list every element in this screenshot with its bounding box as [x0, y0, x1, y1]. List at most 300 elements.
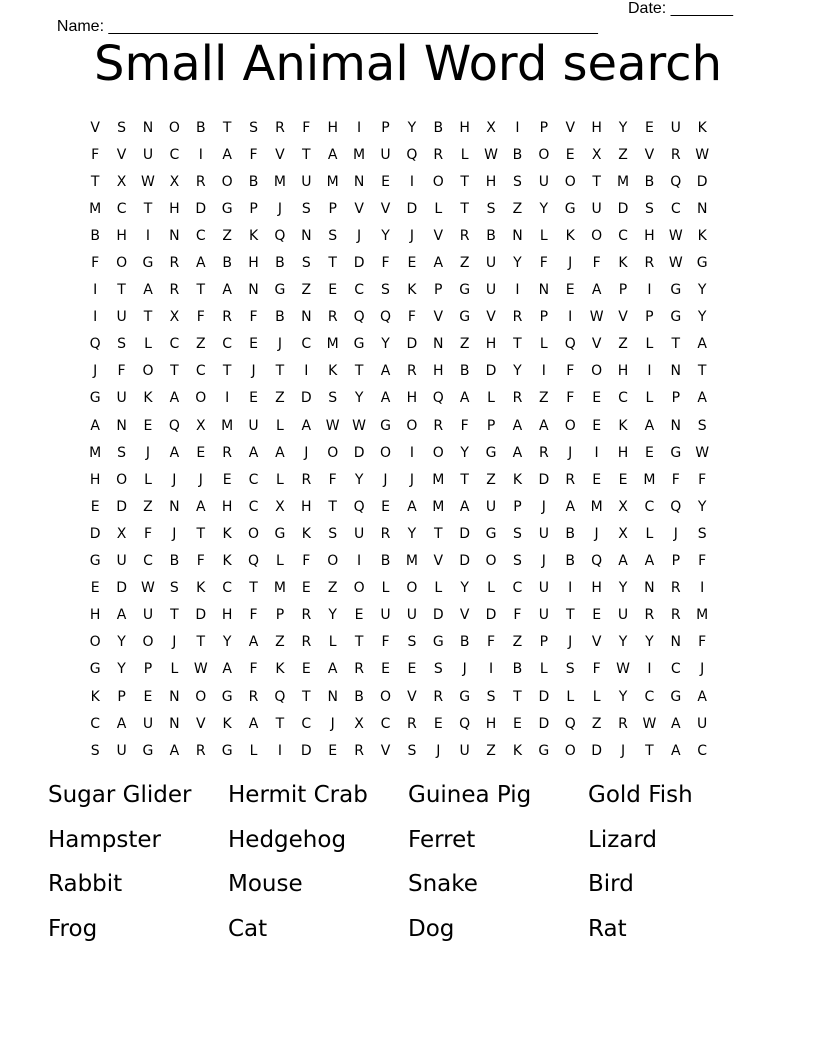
grid-letter: M — [89, 200, 102, 217]
grid-letter: T — [460, 173, 469, 190]
grid-letter: U — [538, 173, 549, 190]
grid-letter: C — [512, 580, 523, 597]
grid-letter: L — [487, 580, 495, 597]
grid-letter: F — [381, 634, 390, 651]
grid-letter: T — [196, 282, 206, 299]
word-list — [48, 778, 768, 956]
grid-letter: O — [327, 553, 339, 570]
grid-letter: R — [248, 688, 259, 705]
grid-letter: G — [89, 390, 101, 407]
word-list-item: Rabbit — [48, 871, 123, 897]
grid-letter: U — [380, 146, 391, 163]
grid-letter: B — [512, 146, 523, 163]
grid-letter: J — [409, 471, 414, 488]
grid-letter: E — [381, 173, 390, 190]
grid-letter: Z — [512, 200, 523, 217]
grid-letter: K — [222, 715, 232, 732]
grid-letter: F — [249, 309, 258, 326]
grid-letter: J — [93, 363, 98, 380]
grid-letter: N — [670, 363, 682, 380]
grid-letter: A — [459, 498, 470, 515]
grid-letter: R — [407, 363, 417, 380]
grid-letter: J — [357, 227, 362, 244]
grid-letter: T — [196, 525, 206, 542]
grid-letter: Y — [354, 390, 364, 407]
grid-letter: A — [222, 146, 232, 163]
grid-letter: K — [697, 119, 707, 136]
grid-letter: P — [275, 607, 285, 624]
grid-letter: S — [486, 200, 496, 217]
grid-letter: O — [564, 173, 576, 190]
grid-letter: P — [434, 282, 443, 299]
grid-letter: B — [275, 255, 285, 272]
grid-letter: K — [301, 525, 311, 542]
grid-letter: S — [513, 173, 522, 190]
grid-letter: A — [248, 444, 259, 461]
grid-letter: X — [116, 525, 127, 542]
grid-letter: X — [169, 309, 180, 326]
grid-letter: I — [488, 661, 494, 678]
grid-letter: E — [565, 282, 575, 299]
grid-letter: D — [485, 363, 497, 380]
grid-letter: L — [539, 227, 548, 244]
grid-letter: Y — [117, 634, 126, 651]
grid-letter: U — [485, 282, 497, 299]
grid-letter: J — [277, 336, 282, 353]
grid-letter: D — [195, 607, 207, 624]
grid-letter: J — [541, 553, 546, 570]
grid-letter: X — [275, 498, 285, 515]
grid-letter: W — [668, 255, 683, 272]
grid-letter: U — [459, 742, 470, 759]
grid-letter: A — [671, 742, 681, 759]
grid-letter: K — [275, 661, 285, 678]
grid-letter: J — [172, 525, 177, 542]
grid-letter: M — [616, 173, 630, 190]
grid-letter: L — [276, 471, 284, 488]
grid-letter: Y — [328, 607, 337, 624]
word-list-item: Hampster — [48, 826, 162, 853]
grid-letter: S — [117, 444, 127, 461]
grid-letter: Q — [274, 688, 286, 705]
grid-letter: N — [116, 417, 127, 434]
grid-letter: Y — [618, 688, 628, 705]
grid-row — [82, 493, 742, 520]
grid-letter: T — [275, 363, 285, 380]
grid-letter: V — [116, 146, 127, 163]
grid-letter: H — [89, 607, 101, 624]
grid-letter: W — [616, 661, 630, 678]
grid-letter: T — [433, 525, 443, 542]
grid-letter: Y — [354, 471, 364, 488]
grid-letter: Y — [513, 363, 522, 380]
grid-letter: D — [89, 525, 101, 542]
grid-letter: J — [436, 742, 441, 759]
grid-letter: D — [300, 742, 312, 759]
grid-letter: A — [459, 390, 470, 407]
grid-letter: M — [432, 471, 445, 488]
grid-letter: F — [566, 390, 575, 407]
grid-letter: C — [195, 227, 206, 244]
grid-letter: N — [301, 227, 312, 244]
grid-letter: S — [301, 255, 311, 272]
grid-letter: Q — [591, 553, 603, 570]
grid-letter: U — [142, 607, 154, 624]
grid-letter: R — [327, 309, 338, 326]
grid-letter: A — [275, 444, 285, 461]
grid-letter: C — [195, 363, 206, 380]
grid-letter: Z — [275, 390, 285, 407]
grid-letter: I — [93, 282, 98, 299]
grid-letter: D — [353, 444, 365, 461]
grid-letter: F — [513, 607, 522, 624]
grid-letter: C — [670, 200, 681, 217]
grid-letter: T — [354, 363, 364, 380]
grid-letter: L — [276, 417, 284, 434]
grid-letter: D — [696, 173, 708, 190]
grid-letter: G — [89, 661, 101, 678]
grid-letter: F — [381, 255, 390, 272]
grid-letter: U — [538, 607, 549, 624]
grid-letter: T — [513, 336, 522, 353]
grid-letter: J — [568, 444, 573, 461]
word-list-item: Hedgehog — [228, 826, 347, 853]
grid-letter: C — [380, 715, 391, 732]
grid-letter: I — [515, 282, 520, 299]
grid-letter: O — [195, 688, 207, 705]
grid-letter: J — [304, 444, 309, 461]
grid-letter: L — [434, 580, 443, 597]
grid-letter: I — [198, 146, 203, 163]
grid-row — [82, 737, 742, 764]
grid-letter: T — [645, 742, 654, 759]
grid-letter: C — [670, 661, 681, 678]
word-list-item: Guinea Pig — [408, 782, 532, 808]
grid-letter: K — [407, 282, 417, 299]
grid-letter: C — [644, 498, 655, 515]
grid-letter: Q — [670, 498, 682, 515]
grid-letter: S — [249, 119, 258, 136]
grid-letter: V — [565, 119, 576, 136]
grid-letter: N — [301, 309, 312, 326]
grid-letter: R — [222, 309, 233, 326]
grid-row — [82, 683, 742, 710]
grid-letter: R — [195, 742, 206, 759]
grid-letter: D — [591, 742, 602, 759]
page-title: Small Animal Word search — [93, 36, 722, 92]
grid-row — [82, 168, 742, 195]
grid-letter: Q — [248, 553, 260, 570]
grid-letter: F — [698, 471, 707, 488]
grid-letter: A — [301, 417, 312, 434]
grid-letter: Z — [539, 390, 549, 407]
grid-letter: Y — [222, 634, 232, 651]
grid-letter: I — [647, 363, 652, 380]
grid-letter: G — [564, 200, 576, 217]
grid-letter: U — [301, 173, 312, 190]
grid-letter: E — [592, 607, 602, 624]
grid-letter: Y — [618, 580, 628, 597]
grid-letter: S — [381, 282, 390, 299]
grid-letter: A — [169, 390, 180, 407]
grid-letter: T — [90, 173, 100, 190]
grid-letter: B — [195, 119, 206, 136]
grid-letter: O — [327, 444, 339, 461]
grid-letter: R — [169, 282, 180, 299]
grid-letter: Q — [379, 309, 391, 326]
grid-letter: Y — [407, 119, 417, 136]
grid-row — [82, 629, 742, 656]
grid-letter: K — [248, 227, 259, 244]
grid-letter: M — [696, 607, 709, 624]
grid-letter: K — [512, 742, 523, 759]
grid-letter: Z — [459, 336, 470, 353]
grid-letter: Y — [381, 336, 390, 353]
grid-letter: V — [618, 309, 628, 326]
grid-letter: C — [169, 336, 180, 353]
grid-letter: F — [196, 309, 205, 326]
grid-letter: U — [248, 417, 259, 434]
date-field-label: Date: _______ — [628, 0, 733, 17]
grid-letter: T — [302, 688, 311, 705]
grid-letter: T — [460, 200, 469, 217]
grid-letter: O — [142, 634, 154, 651]
grid-letter: W — [589, 309, 604, 326]
grid-letter: W — [325, 417, 340, 434]
word-list-item: Sugar Glider — [48, 782, 192, 808]
grid-letter: C — [644, 688, 655, 705]
grid-letter: Z — [512, 634, 523, 651]
grid-row — [82, 656, 742, 683]
grid-letter: F — [407, 309, 416, 326]
grid-letter: R — [433, 417, 444, 434]
grid-letter: S — [328, 227, 338, 244]
grid-letter: Q — [564, 715, 576, 732]
grid-row — [82, 575, 742, 602]
grid-letter: W — [141, 580, 155, 597]
grid-letter: K — [618, 417, 628, 434]
grid-letter: G — [485, 525, 497, 542]
grid-letter: T — [592, 173, 601, 190]
grid-letter: K — [618, 255, 628, 272]
grid-letter: B — [644, 173, 655, 190]
grid-letter: F — [328, 471, 337, 488]
grid-letter: A — [697, 390, 707, 407]
grid-letter: J — [330, 715, 335, 732]
grid-letter: E — [592, 390, 602, 407]
letter-grid — [82, 114, 742, 764]
grid-letter: L — [645, 525, 654, 542]
grid-letter: Z — [591, 715, 602, 732]
grid-letter: D — [617, 200, 629, 217]
grid-letter: A — [169, 444, 180, 461]
grid-letter: G — [221, 688, 233, 705]
grid-letter: R — [670, 146, 681, 163]
grid-letter: A — [116, 715, 127, 732]
grid-letter: X — [116, 173, 127, 190]
grid-letter: I — [145, 227, 151, 244]
grid-letter: A — [248, 634, 259, 651]
grid-letter: M — [590, 498, 603, 515]
grid-letter: A — [222, 661, 232, 678]
grid-letter: K — [196, 580, 206, 597]
grid-letter: P — [618, 282, 628, 299]
grid-letter: R — [301, 607, 312, 624]
grid-letter: A — [248, 715, 259, 732]
grid-letter: T — [143, 309, 153, 326]
grid-letter: L — [645, 336, 654, 353]
grid-letter: U — [142, 146, 154, 163]
grid-letter: P — [539, 119, 549, 136]
grid-letter: R — [301, 471, 312, 488]
grid-letter: Y — [407, 525, 417, 542]
grid-letter: M — [273, 173, 286, 190]
grid-letter: R — [644, 255, 655, 272]
grid-letter: E — [328, 742, 338, 759]
grid-letter: B — [433, 119, 444, 136]
grid-letter: H — [406, 390, 418, 407]
grid-letter: O — [168, 119, 180, 136]
grid-letter: I — [93, 309, 98, 326]
grid-letter: O — [432, 173, 444, 190]
grid-letter: D — [300, 390, 312, 407]
grid-letter: K — [697, 227, 707, 244]
grid-letter: N — [696, 200, 708, 217]
grid-letter: G — [696, 255, 708, 272]
grid-letter: W — [484, 146, 498, 163]
grid-letter: B — [90, 227, 100, 244]
grid-letter: U — [380, 607, 391, 624]
grid-letter: I — [357, 119, 362, 136]
grid-letter: L — [328, 634, 337, 651]
grid-letter: Q — [89, 336, 101, 353]
grid-letter: Y — [460, 444, 469, 461]
grid-letter: P — [539, 634, 549, 651]
grid-letter: J — [568, 255, 573, 272]
grid-letter: O — [406, 417, 418, 434]
grid-letter: J — [620, 742, 626, 759]
grid-letter: U — [617, 607, 629, 624]
grid-row — [82, 195, 742, 222]
grid-letter: A — [116, 607, 127, 624]
grid-letter: A — [327, 146, 338, 163]
grid-row — [82, 548, 742, 575]
grid-letter: R — [512, 309, 523, 326]
grid-letter: J — [700, 661, 705, 678]
grid-letter: G — [274, 282, 286, 299]
grid-letter: C — [169, 146, 180, 163]
grid-row — [82, 141, 742, 168]
grid-letter: W — [193, 661, 208, 678]
grid-letter: F — [91, 146, 100, 163]
grid-letter: Y — [513, 255, 522, 272]
grid-letter: V — [433, 553, 444, 570]
grid-letter: N — [512, 227, 523, 244]
grid-letter: H — [644, 227, 655, 244]
grid-letter: G — [221, 200, 233, 217]
grid-letter: P — [249, 200, 258, 217]
grid-letter: T — [170, 607, 179, 624]
grid-letter: E — [249, 390, 258, 407]
grid-letter: H — [591, 119, 602, 136]
grid-letter: N — [670, 417, 682, 434]
grid-letter: U — [538, 580, 549, 597]
grid-letter: K — [143, 390, 153, 407]
grid-letter: I — [541, 363, 546, 380]
grid-letter: F — [671, 471, 680, 488]
grid-letter: J — [594, 525, 599, 542]
grid-row — [82, 249, 742, 276]
grid-letter: G — [380, 417, 391, 434]
grid-letter: H — [617, 363, 629, 380]
grid-letter: U — [591, 200, 602, 217]
grid-letter: Z — [195, 336, 206, 353]
grid-letter: Q — [406, 146, 418, 163]
grid-letter: V — [591, 336, 602, 353]
word-list-item: Dog — [408, 915, 455, 942]
grid-letter: I — [594, 444, 599, 461]
grid-letter: E — [618, 471, 628, 488]
grid-letter: H — [169, 200, 180, 217]
grid-letter: C — [301, 336, 312, 353]
grid-row — [82, 439, 742, 466]
grid-letter: J — [198, 471, 203, 488]
grid-letter: D — [353, 255, 365, 272]
grid-letter: L — [566, 688, 575, 705]
grid-letter: W — [642, 715, 657, 732]
grid-letter: R — [354, 742, 364, 759]
grid-letter: T — [302, 146, 311, 163]
grid-letter: M — [273, 580, 286, 597]
grid-letter: A — [380, 363, 391, 380]
grid-letter: Z — [222, 227, 232, 244]
grid-letter: B — [459, 363, 470, 380]
grid-letter: H — [221, 607, 233, 624]
grid-letter: K — [328, 363, 338, 380]
grid-letter: W — [695, 444, 710, 461]
grid-letter: F — [249, 146, 258, 163]
grid-letter: O — [591, 227, 603, 244]
grid-letter: Y — [697, 309, 707, 326]
grid-letter: D — [432, 607, 444, 624]
grid-letter: F — [698, 553, 707, 570]
grid-letter: A — [565, 498, 576, 515]
grid-letter: A — [169, 742, 180, 759]
grid-letter: G — [459, 309, 471, 326]
grid-letter: O — [538, 146, 550, 163]
grid-letter: N — [248, 282, 259, 299]
grid-letter: I — [225, 390, 230, 407]
grid-letter: O — [89, 634, 101, 651]
grid-letter: S — [407, 742, 417, 759]
grid-letter: W — [668, 227, 683, 244]
grid-letter: W — [141, 173, 155, 190]
grid-letter: J — [541, 498, 546, 515]
grid-letter: D — [459, 553, 471, 570]
grid-letter: A — [433, 255, 444, 272]
grid-letter: D — [485, 607, 497, 624]
grid-letter: C — [222, 336, 233, 353]
grid-letter: E — [565, 146, 575, 163]
grid-letter: R — [433, 688, 444, 705]
grid-letter: N — [353, 173, 365, 190]
grid-letter: V — [459, 607, 470, 624]
grid-letter: E — [433, 715, 443, 732]
grid-row — [82, 331, 742, 358]
word-list-item: Lizard — [588, 826, 658, 853]
grid-letter: S — [565, 661, 575, 678]
grid-letter: K — [222, 553, 232, 570]
